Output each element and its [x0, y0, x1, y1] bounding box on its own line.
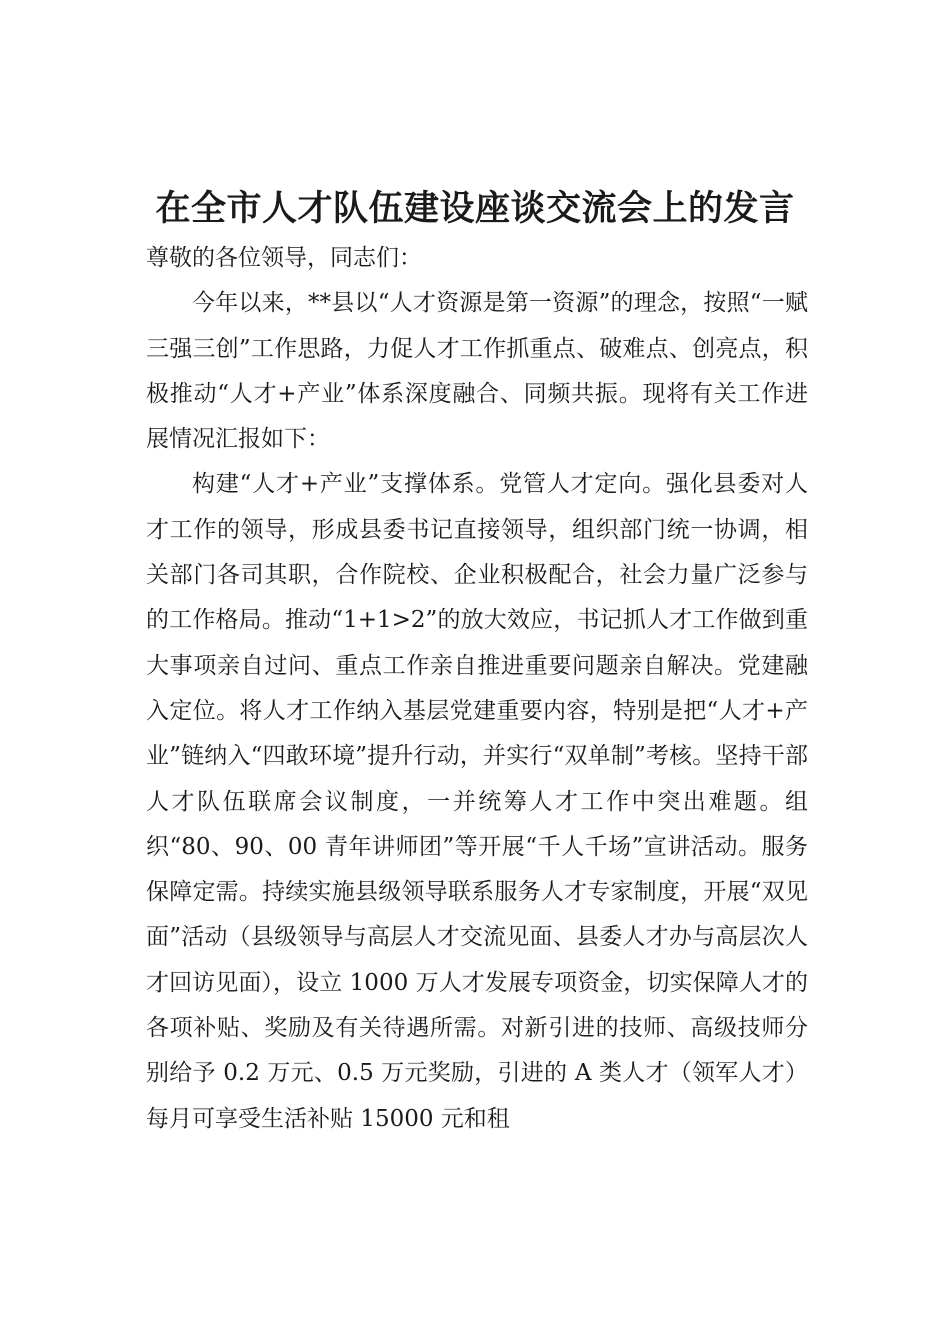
paragraph-intro: 今年以来，**县以“人才资源是第一资源”的理念，按照“一赋三强三创”工作思路，力促人才工作抓重点、破难点、创亮点，积极推动“人才+产业”体系深度融合、同频共振。现将有关工作进展情况汇报如下： — [146, 290, 808, 453]
document-body — [146, 236, 808, 1142]
paragraph-support-system: 构建“人才+产业”支撑体系。党管人才定向。强化县委对人才工作的领导，形成县委书记直接领导，组织部门统一协调，相关部门各司其职，合作院校、企业积极配合，社会力量广泛参与的工作格局。推动“1+1>2”的放大效应，书记抓人才工作做到重大事项亲自过问、重点工作亲自推进重要问题亲自解决。党建融入定位。将人才工作纳入基层党建重要内容，特别是把“人才+产业”链纳入“四敢环境”提升行动，并实行“双单制”考核。坚持干部人才队伍联席会议制度，一并统筹人才工作中突出难题。组织“80、90、00 青年讲师团”等开展“千人千场”宣讲活动。服务保障定需。持续实施县级领导联系服务人才专家制度，开展“双见面”活动（县级领导与高层人才交流见面、县委人才办与高层次人才回访见面），设立 1000 万人才发展专项资金，切实保障人才的各项补贴、奖励及有关待遇所需。对新引进的技师、高级技师分别给予 0.2 万元、0.5 万元奖励，引进的 A 类人才（领军人才）每月可享受生活补贴 15000 元和租 — [146, 471, 808, 1132]
salutation: 尊敬的各位领导，同志们： — [146, 245, 422, 271]
document-title: 在全市人才队伍建设座谈交流会上的发言 — [155, 188, 795, 230]
